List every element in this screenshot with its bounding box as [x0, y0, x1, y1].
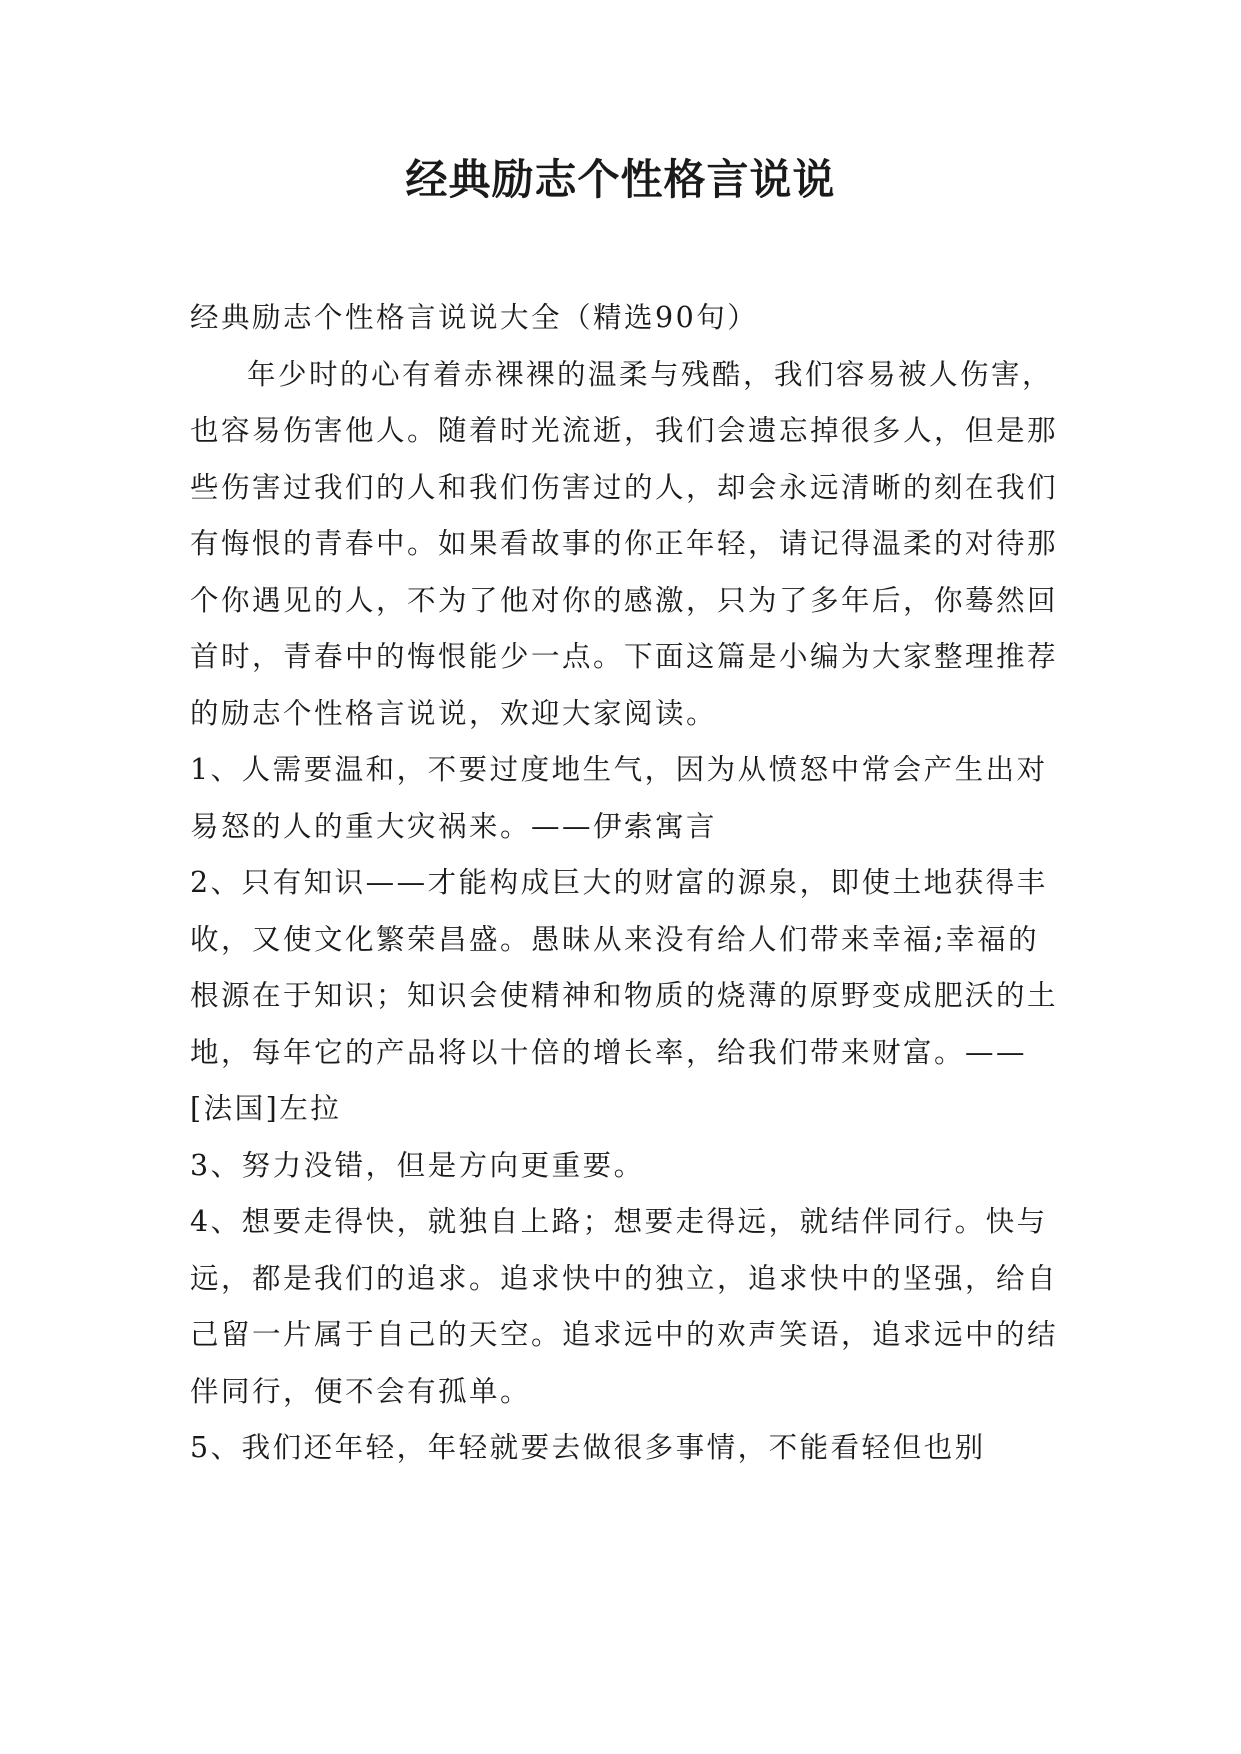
quote-item-4: 4、想要走得快，就独自上路；想要走得远，就结伴同行。快与远，都是我们的追求。追求快中的独立，追求快中的坚强，给自己留一片属于自己的天空。追求远中的欢声笑语，追求远中的结 伴同行，便不会有孤单。 [190, 1205, 1059, 1408]
document-body [190, 290, 1060, 1477]
quote-item-5: 5、我们还年轻，年轻就要去做很多事情，不能看轻但也别 [190, 1431, 986, 1464]
quote-item-3: 3、努力没错，但是方向更重要。 [190, 1148, 645, 1182]
document-title: 经典励志个性格言说说 [405, 155, 836, 204]
intro-paragraph: 年少时的心有着赤裸裸的温柔与残酷，我们容易被人伤害，也容易伤害他人。随着时光流逝，我们会遗忘掉很多人，但是那些伤害过我们的人和我们伤害过的人，却会永远清晰的刻在我们有悔恨的青春中。如果看故事的你正年轻，请记得温柔的对待那个你遇见的人，不为了他对你的感激，只为了多年后，你蓦然回首时，青春中的悔恨能少一点。下面这篇是小编为大家整理推荐的励志个性格言说说，欢迎大家阅读。 [190, 357, 1059, 730]
quote-item-2: 2、只有知识——才能构成巨大的财富的源泉，即使土地获得丰收，又使文化繁荣昌盛。愚昧从来没有给人们带来幸福;幸福的根源在于知识；知识会使精神和物质的烧薄的原野变成肥沃的土地，每年它的产品将以十倍的增长率，给我们带来财富。——[法国]左拉 [190, 866, 1059, 1125]
quote-item-1: 1、人需要温和，不要过度地生气，因为从愤怒中常会产生出对易怒的人的重大灾祸来。——伊索寓言 [190, 753, 1048, 843]
document-subtitle: 经典励志个性格言说说大全（精选90句） [190, 301, 759, 334]
